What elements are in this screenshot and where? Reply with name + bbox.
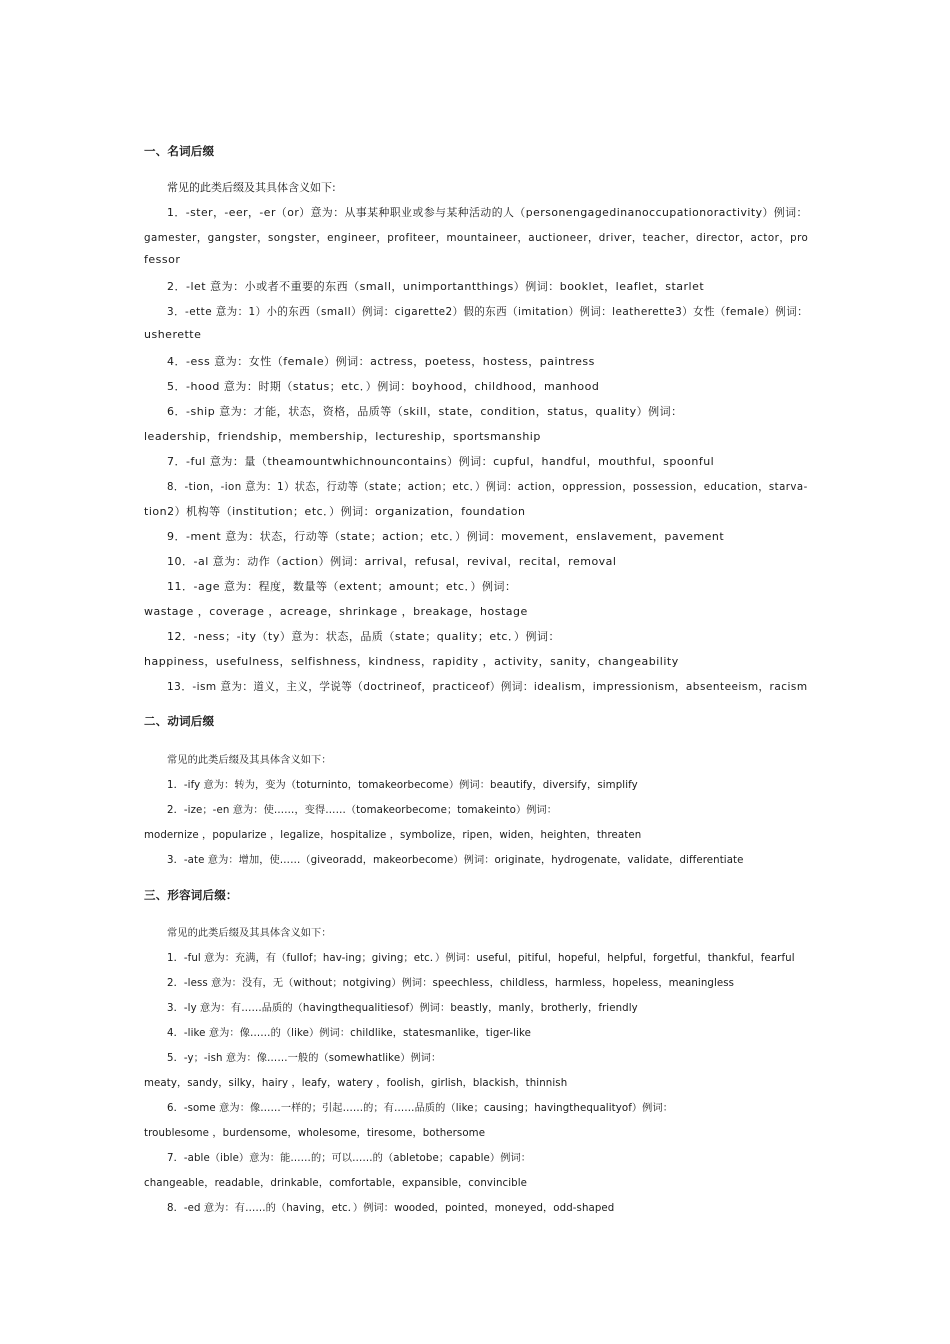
text-line: 4．-ess 意为：女性（female）例词：actress，poetess，hostess，paintress — [167, 355, 595, 368]
text-line: gamester，gangster，songster，engineer，profiteer，mountaineer，auctioneer，driver，teacher，director，actor，pro — [144, 231, 809, 244]
text-line: 6．-ship 意为：才能，状态，资格，品质等（skill，state，condition，status，quality）例词： — [167, 405, 683, 418]
text-line: 13．-ism 意为：道义，主义，学说等（doctrineof，practiceof）例词：idealism，impressionism，absenteeism，racism — [167, 680, 808, 693]
text-line: wastage ，coverage ，acreage，shrinkage ，breakage，hostage — [144, 605, 528, 618]
text-line: 3．-ly 意为：有……品质的（havingthequalitiesof）例词：beastly，manly，brotherly，friendly — [167, 1003, 638, 1014]
text-line: changeable，readable，drinkable，comfortable，expansible，convincible — [144, 1178, 528, 1189]
text-line: 10．-al 意为：动作（action）例词：arrival，refusal，revival，recital，removal — [167, 555, 617, 568]
text-line: 2．-ize；-en 意为：使……，变得……（tomakeorbecome；tomakeinto）例词： — [167, 805, 558, 816]
section-heading: 一、名词后缀 — [144, 144, 215, 158]
text-line: 5．-y；-ish 意为：像……一般的（somewhatlike）例词： — [167, 1053, 442, 1064]
text-line: 1．-ster，-eer，-er（or）意为：从事某种职业或参与某种活动的人（personengagedinanoccupationoractivity）例词： — [167, 206, 808, 219]
section-heading: 三、形容词后缀： — [144, 888, 238, 902]
section-intro: 常见的此类后缀及其具体含义如下： — [167, 755, 332, 766]
section-intro: 常见的此类后缀及其具体含义如下: — [167, 181, 336, 194]
text-line: 2．-less 意为：没有，无（without；notgiving）例词：speechless，childless，harmless，hopeless，meaningless — [167, 978, 735, 989]
text-line: 8．-ed 意为：有……的（having，etc．）例词：wooded，pointed，moneyed，odd-shaped — [167, 1203, 615, 1214]
text-line: 8．-tion，-ion 意为：1）状态，行动等（state；action；etc．）例词：action，oppression，possession，education，starva- — [167, 480, 808, 493]
text-line: leadership，friendship，membership，lectureship，sportsmanship — [144, 430, 541, 443]
text-line: meaty，sandy，silky，hairy ，leafy，watery ，foolish，girlish，blackish，thinnish — [144, 1078, 568, 1089]
text-line: 3．-ate 意为：增加，使……（giveoradd，makeorbecome）例词：originate，hydrogenate，validate，differentiate — [167, 855, 744, 866]
section-intro: 常见的此类后缀及其具体含义如下： — [167, 928, 332, 939]
text-line: 1．-ful 意为：充满，有（fullof；hav-ing；giving；etc．）例词：useful，pitiful，hopeful，helpful，forgetful，thankful，fearful — [167, 953, 795, 964]
section-heading: 二、动词后缀 — [144, 714, 215, 728]
text-line: usherette — [144, 328, 202, 341]
text-line: 7．-ful 意为：量（theamountwhichnouncontains）例词：cupful，handful，mouthful，spoonful — [167, 455, 715, 468]
text-line: 4．-like 意为：像……的（like）例词：childlike，statesmanlike，tiger-like — [167, 1028, 532, 1039]
text-line: 7．-able（ible）意为：能……的；可以……的（abletobe；capable）例词： — [167, 1153, 532, 1164]
text-line: 3．-ette 意为：1）小的东西（small）例词：cigarette2）假的东西（imitation）例词：leatherette3）女性（female）例词： — [167, 305, 809, 318]
text-line: fessor — [144, 253, 181, 266]
text-line: 11．-age 意为：程度，数量等（extent；amount；etc．）例词： — [167, 580, 517, 593]
text-line: 1．-ify 意为：转为，变为（toturninto，tomakeorbecome）例词：beautify，diversify，simplify — [167, 780, 638, 791]
text-line: 2．-let 意为：小或者不重要的东西（small，unimportantthings）例词：booklet，leaflet，starlet — [167, 280, 705, 293]
text-line: tion2）机构等（institution；etc．）例词：organization，foundation — [144, 505, 526, 518]
text-line: 5．-hood 意为：时期（status；etc．）例词：boyhood，childhood，manhood — [167, 380, 600, 393]
text-line: modernize ，popularize ，legalize，hospitalize ，symbolize，ripen，widen，heighten，threaten — [144, 830, 642, 841]
text-line: 9．-ment 意为：状态，行动等（state；action；etc．）例词：movement，enslavement，pavement — [167, 530, 725, 543]
text-line: happiness，usefulness，selfishness，kindness，rapidity ，activity，sanity，changeability — [144, 655, 679, 668]
text-line: troublesome ，burdensome，wholesome，tiresome，bothersome — [144, 1128, 486, 1139]
text-line: 12．-ness；-ity（ty）意为：状态，品质（state；quality；etc．）例词： — [167, 630, 560, 643]
text-line: 6．-some 意为：像……一样的；引起……的；有……品质的（like；causing；havingthequalityof）例词： — [167, 1103, 674, 1114]
